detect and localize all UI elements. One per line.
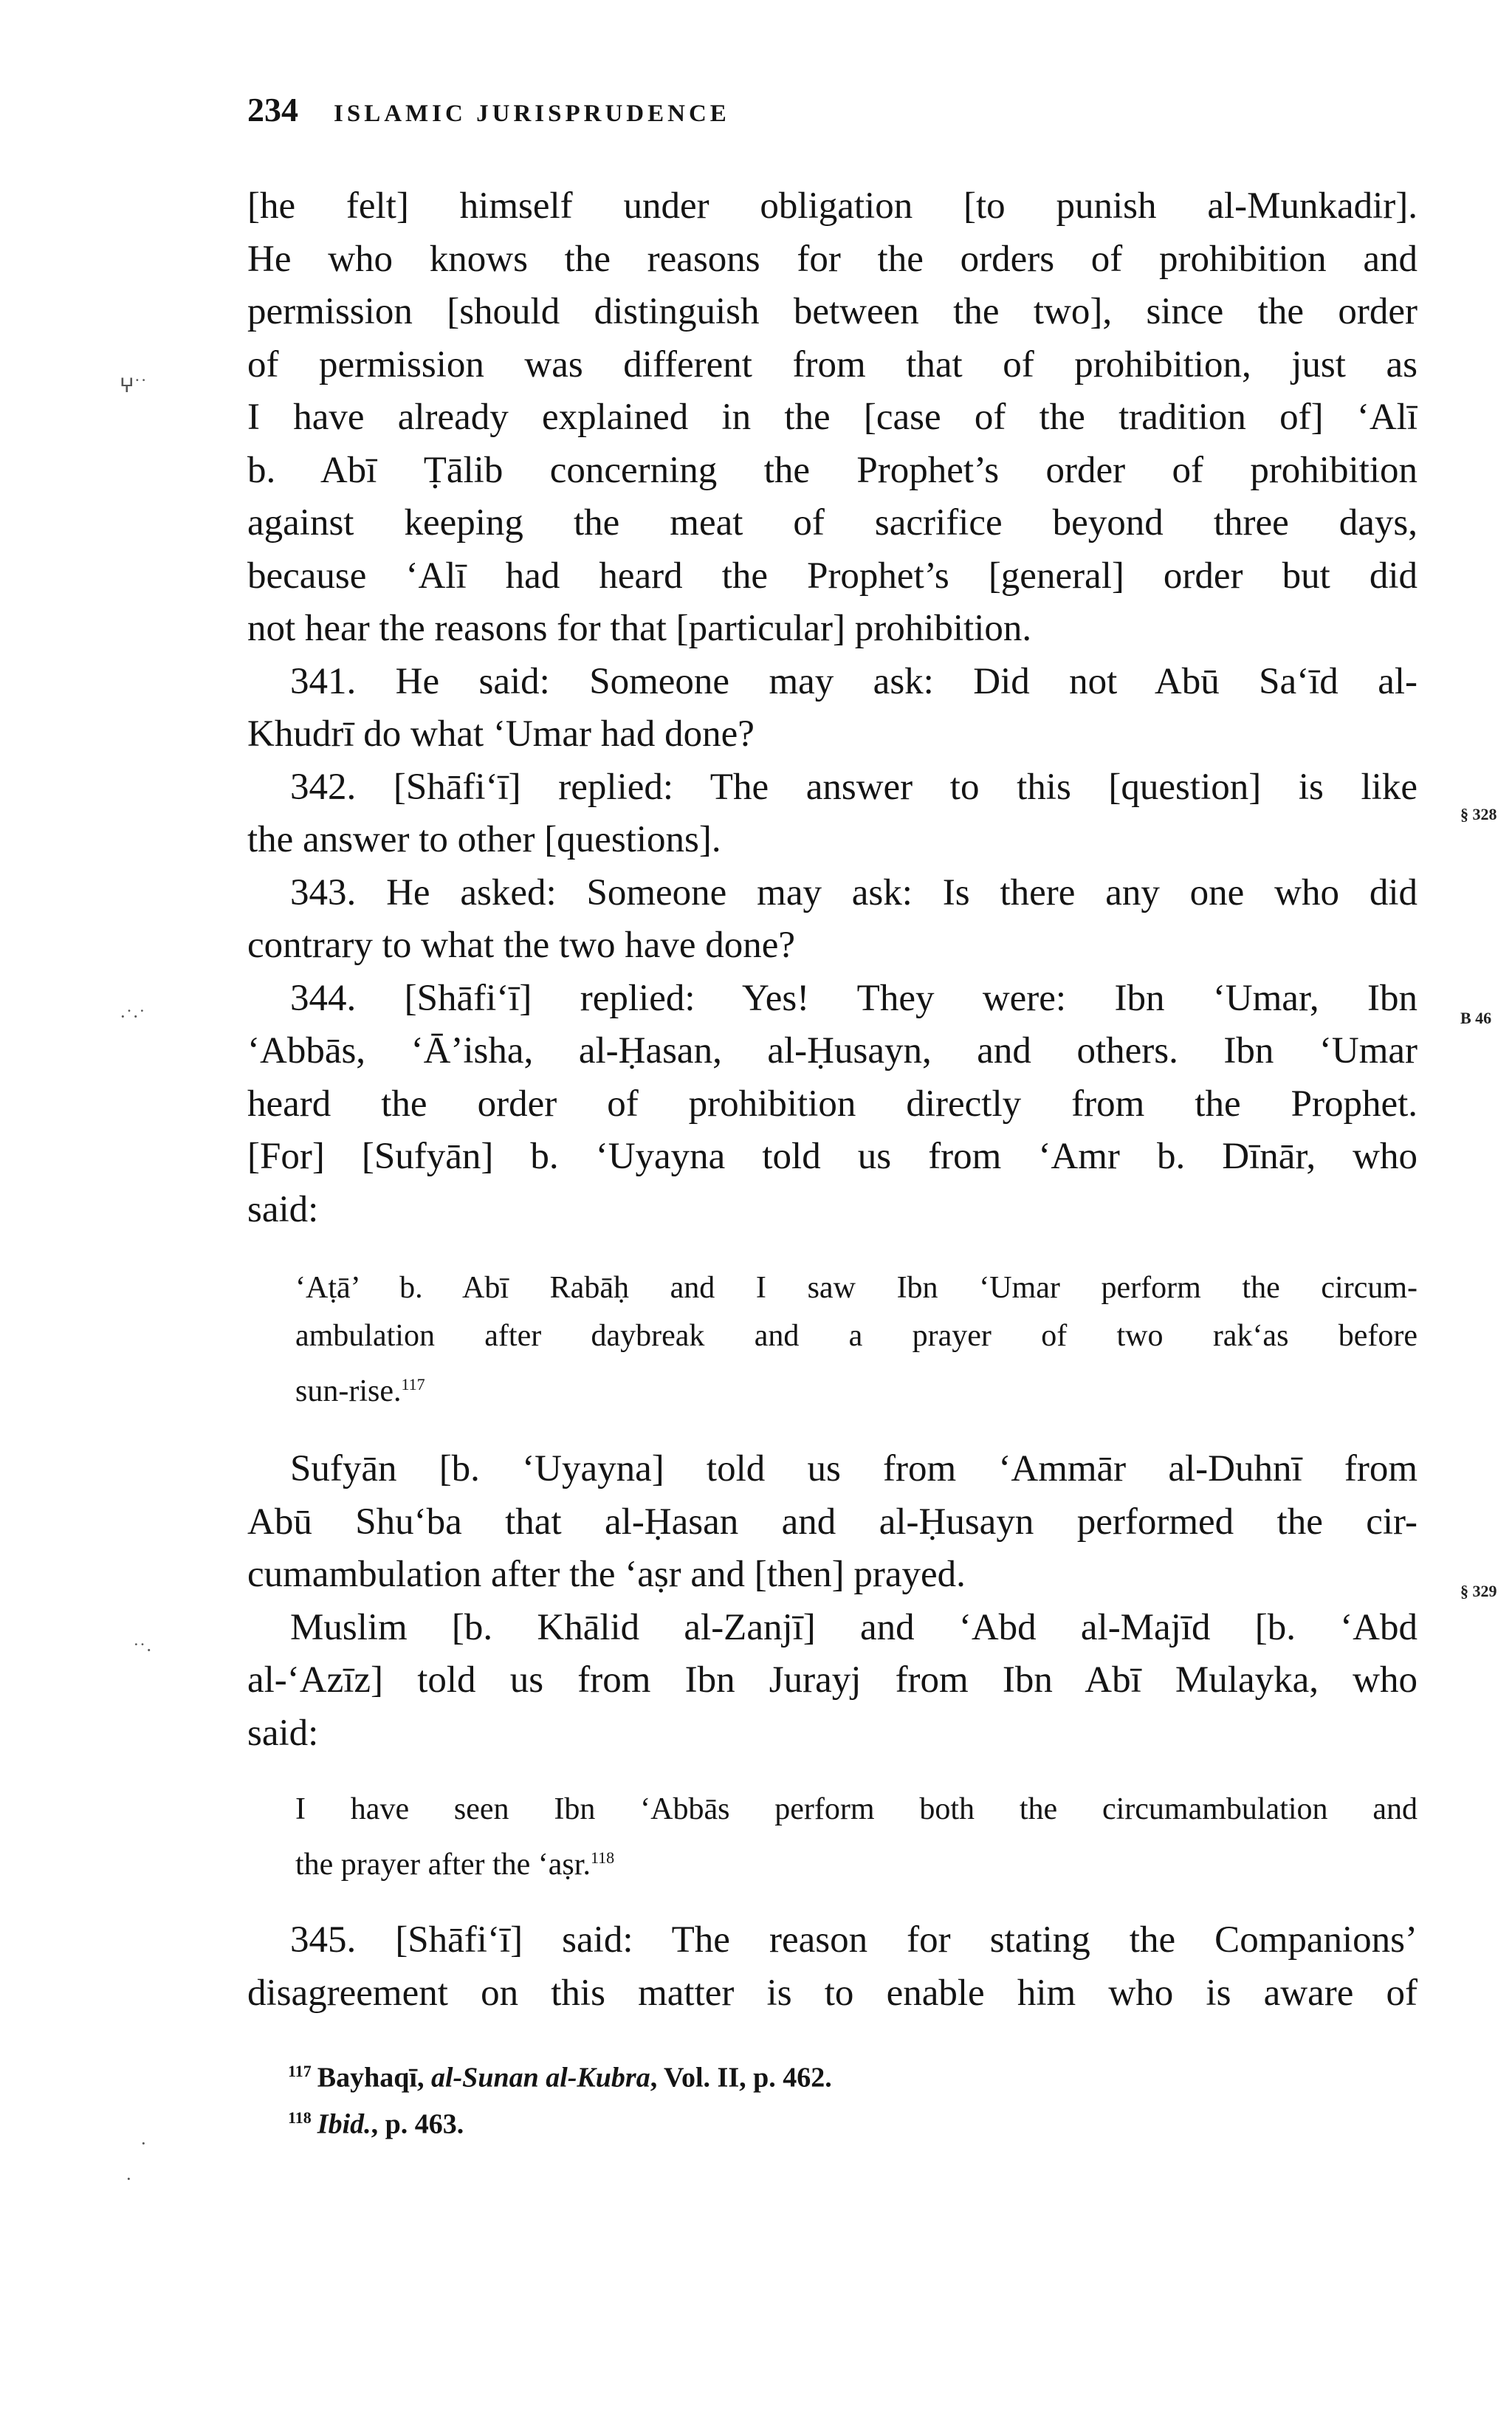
running-head bbox=[247, 90, 730, 134]
text-line: al-‘Azīz] told us from Ibn Jurayj from Ibn Abī Mulayka, who bbox=[247, 1659, 1418, 1701]
paragraph-344: 344. [Shāfi‘ī] replied: Yes! They were: Ibn ‘Umar, Ibn bbox=[290, 977, 1418, 1019]
text-line: Khudrī do what ‘Umar had done? bbox=[247, 713, 755, 755]
text-line: contrary to what the two have done? bbox=[247, 925, 796, 966]
quote-line: I have seen Ibn ‘Abbās perform both the circumambulation and bbox=[295, 1792, 1418, 1826]
footnote-text: , p. 463. bbox=[371, 2108, 464, 2140]
text-line: Sufyān [b. ‘Uyayna] told us from ‘Ammār al-Duhnī from bbox=[290, 1448, 1418, 1489]
footnote-ref: 118 bbox=[590, 1848, 615, 1867]
text-line: of permission was different from that of prohibition, just as bbox=[247, 343, 1418, 385]
main-text-block-2 bbox=[247, 1443, 1418, 1760]
text-line: the answer to other [questions]. bbox=[247, 819, 721, 860]
block-quote-1 bbox=[295, 1264, 1418, 1416]
margin-note-folio: B 46 bbox=[1460, 1009, 1492, 1027]
scan-speck: ˙˙· bbox=[133, 1639, 152, 1661]
text-line: [For] [Sufyān] b. ‘Uyayna told us from ‘Amr b. Dīnār, who bbox=[247, 1136, 1418, 1177]
paragraph-342: 342. [Shāfi‘ī] replied: The answer to this [question] is like bbox=[290, 766, 1418, 808]
page-number: 234 bbox=[247, 91, 298, 128]
text-line: He who knows the reasons for the orders of prohibition and bbox=[247, 238, 1418, 280]
margin-note-section: § 328 bbox=[1460, 805, 1497, 823]
quote-text: sun-rise. bbox=[295, 1374, 402, 1408]
footnote-118 bbox=[288, 2098, 832, 2145]
scan-speck: ·˙·˙ bbox=[120, 1006, 145, 1027]
footnote-text: Bayhaqī, bbox=[317, 2062, 431, 2094]
quote-text: the prayer after the ‘aṣr. bbox=[295, 1848, 591, 1882]
paragraph-345: 345. [Shāfi‘ī] said: The reason for stating the Companions’ bbox=[290, 1919, 1418, 1961]
footnote-title: Ibid. bbox=[317, 2108, 371, 2140]
footnote-ref: 117 bbox=[401, 1375, 425, 1393]
text-line: b. Abī Ṭālib concerning the Prophet’s order of prohibition bbox=[247, 449, 1418, 491]
quote-line: ambulation after daybreak and a prayer of two rak‘as before bbox=[295, 1319, 1418, 1353]
text-line: permission [should distinguish between the two], since the order bbox=[247, 291, 1418, 332]
text-line: cumambulation after the ‘aṣr and [then] prayed. bbox=[247, 1554, 966, 1595]
text-line: Muslim [b. Khālid al-Zanjī] and ‘Abd al-Majīd [b. ‘Abd bbox=[290, 1606, 1418, 1648]
quote-line-last bbox=[295, 1834, 1418, 1889]
quote-line-last bbox=[295, 1360, 1418, 1416]
scan-speck: ⵖ˙˙ bbox=[120, 375, 147, 397]
text-line: Abū Shu‘ba that al-Ḥasan and al-Ḥusayn performed the cir- bbox=[247, 1501, 1418, 1543]
footnote-marker: 117 bbox=[288, 2062, 312, 2080]
text-line: because ‘Alī had heard the Prophet’s [general] order but did bbox=[247, 555, 1418, 597]
footnote-marker: 118 bbox=[288, 2108, 312, 2127]
footnote-title: al-Sunan al-Kubra bbox=[430, 2062, 650, 2094]
footnote-text: , Vol. II, p. 462. bbox=[650, 2062, 832, 2094]
text-line: said: bbox=[247, 1712, 319, 1754]
paragraph-341: 341. He said: Someone may ask: Did not Abū Sa‘īd al- bbox=[290, 660, 1418, 702]
footnote-117 bbox=[288, 2051, 832, 2098]
text-line: I have already explained in the [case of the tradition of] ‘Alī bbox=[247, 397, 1418, 438]
main-text-block-1 bbox=[247, 180, 1418, 1236]
text-line: said: bbox=[247, 1188, 319, 1230]
text-line: [he felt] himself under obligation [to punish al-Munkadir]. bbox=[247, 185, 1418, 227]
text-line: against keeping the meat of sacrifice beyond three days, bbox=[247, 502, 1418, 544]
margin-note-section: § 329 bbox=[1460, 1582, 1497, 1600]
text-line: ‘Abbās, ‘Ā’isha, al-Ḥasan, al-Ḥusayn, and others. Ibn ‘Umar bbox=[247, 1030, 1418, 1072]
footnotes bbox=[288, 2051, 832, 2144]
quote-line: ‘Aṭā’ b. Abī Rabāḥ and I saw Ibn ‘Umar perform the circum- bbox=[295, 1271, 1418, 1305]
text-line: not hear the reasons for that [particular] prohibition. bbox=[247, 608, 1032, 649]
main-text-block-3 bbox=[247, 1914, 1418, 2020]
text-line: heard the order of prohibition directly from the Prophet. bbox=[247, 1083, 1418, 1125]
scan-speck: · bbox=[140, 2133, 147, 2154]
paragraph-343: 343. He asked: Someone may ask: Is there any one who did bbox=[290, 871, 1418, 913]
block-quote-2 bbox=[295, 1786, 1418, 1889]
running-title: ISLAMIC JURISPRUDENCE bbox=[334, 100, 730, 127]
text-line: disagreement on this matter is to enable him who is aware of bbox=[247, 1972, 1418, 2014]
scan-speck: · bbox=[126, 2168, 132, 2190]
